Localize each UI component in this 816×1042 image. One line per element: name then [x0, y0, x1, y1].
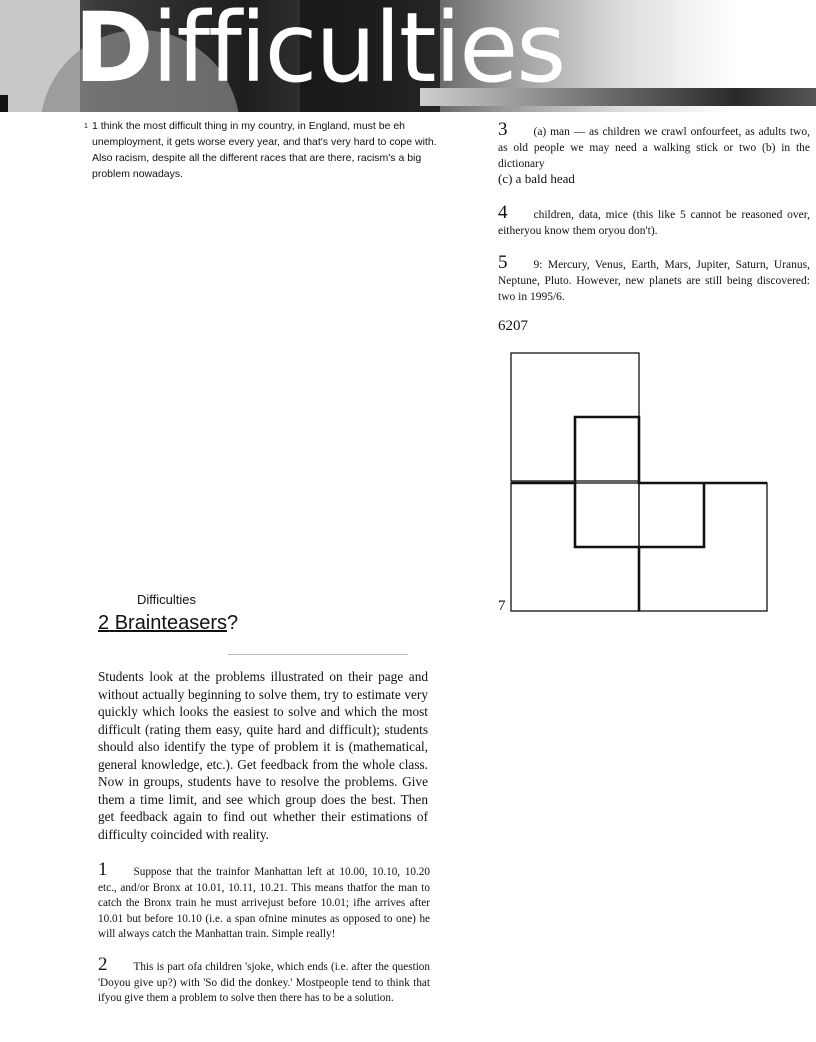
heading-part1: Brain: [114, 612, 162, 634]
answer-6-label: [498, 318, 528, 335]
answer-number: 7: [498, 598, 506, 614]
answer-number: 5: [498, 252, 508, 273]
answer-number: 4: [498, 202, 508, 223]
answer-1: [98, 859, 430, 943]
answer-number: 3: [498, 119, 508, 140]
answer-number: 2: [98, 954, 108, 975]
section-heading: [98, 612, 238, 635]
answer-7-label: [498, 598, 506, 615]
page-title: [74, 0, 564, 104]
heading-part2: teasers: [161, 612, 227, 634]
answer-text: children, data, mice (this like 5 cannot be reasoned over, eitheryou know them oryou don't).: [498, 209, 810, 237]
banner-edge: [0, 95, 8, 112]
header-banner: [0, 0, 816, 112]
quote-paragraph: [84, 118, 437, 182]
answer-2: [98, 954, 430, 1007]
answer-text: This is part ofa children 'sjoke, which ends (i.e. after the question 'Doyou give up?) with 'So did the donkey.' Mostpeople tend to think that ifyou give them a problem to solve then there has to be a solution.: [98, 961, 430, 1004]
heading-part3: ?: [226, 612, 239, 634]
answer-number: 6207: [498, 318, 528, 334]
quote-text: 1 think the most difficult thing in my country, in England, must be eh unemployment, it gets worse every year, and that's very hard to cope with. Also racism, despite all the different races that are there, racism's a big problem nowadays.: [92, 120, 437, 180]
puzzle-figure: [505, 348, 775, 618]
answer-text: (c) a bald head: [498, 171, 575, 186]
answer-text: 9: Mercury, Venus, Earth, Mars, Jupiter, Saturn, Uranus, Neptune, Pluto. However, new planets are still being discovered: two in 1995/6.: [498, 259, 810, 303]
heading-number: 2: [98, 612, 110, 634]
title-first-letter: D: [74, 0, 152, 104]
divider: [228, 654, 408, 655]
section-small-heading: Difficulties: [137, 592, 197, 607]
answer-number: 1: [98, 859, 108, 880]
answer-3: [498, 119, 810, 172]
quote-marker: 1: [84, 123, 88, 130]
answer-text: Suppose that the trainfor Manhattan left at 10.00, 10.10, 10.20 etc., and/or Bronx at 10.01, 10.11, 10.21. This means thatfor the man to catch the Bronx train he must arrivejust before 10.01; ifhe arrives after 10.01 but before 10.10 (i.e. a span ofnine minutes as opposed to one) he will always catch the Manhattan train. Simple really!: [98, 866, 430, 940]
answer-5: [498, 252, 810, 305]
title-rest: ifficulties: [151, 0, 565, 104]
intro-paragraph: Students look at the problems illustrated on their page and without actually beginning to solve them, try to estimate very quickly which looks the easiest to solve and which the most difficult (rating them easy, quite hard and difficult); students should also identify the type of problem it is (mathematical, general knowledge, etc.). Get feedback from the whole class. Now in groups, students have to resolve the problems. Give them a time limit, and see which group does the best. Then get feedback again to find out whether their estimations of difficulty coincided with reality.: [98, 669, 428, 842]
answer-4: [498, 202, 810, 239]
answer-text: (a) man — as children we crawl onfourfeet, as adults two, as old people we may need a walking stick or two (b) in the dictionary: [498, 126, 810, 170]
answer-3c: [498, 171, 575, 187]
